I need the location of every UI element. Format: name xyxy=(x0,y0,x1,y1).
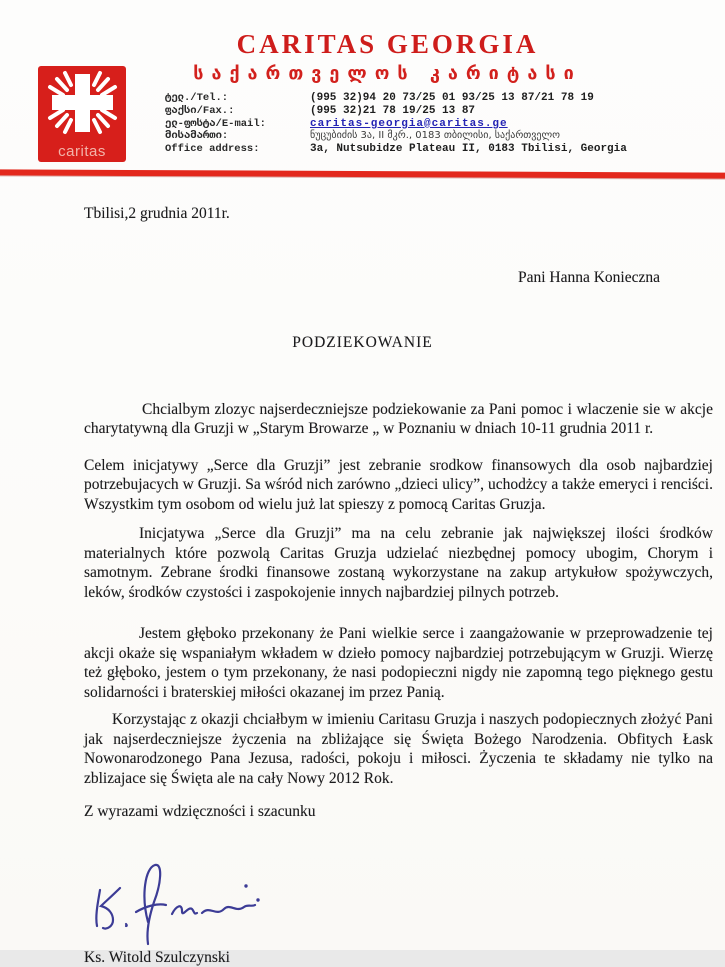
contact-block xyxy=(165,92,713,156)
email-link[interactable]: caritas-georgia@caritas.ge xyxy=(310,118,508,131)
letter-heading: PODZIEKOWANIE xyxy=(0,333,725,353)
date-line: Tbilisi,2 grudnia 2011r. xyxy=(84,204,713,224)
contact-value: ნუცუბიძის 3ა, II მკრ., 0183 თბილისი, საქართველო xyxy=(310,130,560,143)
contact-row-tel xyxy=(165,92,713,105)
closing-line: Z wyrazami wdzięczności i szacunku xyxy=(84,802,713,822)
contact-row-email xyxy=(165,118,713,131)
paragraph-4: Jestem głęboko przekonany że Pani wielkie serce i zaangażowanie w przeprowadzenie tej akcji okaże się wspaniałym wkładem w dzieło pomocy najbardziej potrzebującym w Gruzji. Wierzę też głęboko, jestem o tym przekonany, że nasi podopieczni nigdy nie zapomną tego pięknego gestu solidarności i braterskiej miłości okazanej im przez Panią. xyxy=(84,624,713,702)
paragraph-2: Celem inicjatywy „Serce dla Gruzji” jest zebranie srodkow finansowych dla osob najbardziej potrzebujacych w Gruzji. Sa wśród nich zarówno „dzieci ulicy”, uchodżcy a także emeryci i renciści. Wszystkim tym osobom od wielu już lat spieszy z pomocą Caritas Gruzja. xyxy=(84,456,713,515)
contact-row-address-english xyxy=(165,143,713,156)
contact-value: 3a, Nutsubidze Plateau II, 0183 Tbilisi, Georgia xyxy=(310,143,627,156)
paragraph-3: Inicjatywa „Serce dla Gruzji” ma na celu zebranie jak największej ilości środków materialnych które pozwolą Caritas Gruzja udzielać niezbędnej pomocy ubogim, Chorym i samotnym. Zebrane środki finansowe zostaną wykorzystane na zakup artykułow spożywczych, leków, środków czystości i zaspokojenie innych najbardziej pilnych potrzeb. xyxy=(84,524,713,602)
contact-row-fax xyxy=(165,105,713,118)
recipient-name: Pani Hanna Konieczna xyxy=(84,268,713,288)
org-title: CARITAS GEORGIA xyxy=(60,30,715,58)
contact-label: მისამართი: xyxy=(165,130,310,143)
contact-label: ტელ./Tel.: xyxy=(165,92,310,105)
signature-image xyxy=(90,860,270,956)
signature-area xyxy=(84,860,713,946)
paragraph-5: Korzystając z okazji chciałbym w imieniu Caritasu Gruzja i naszych podopiecznych złożyć Pani jak najserdeczniejsze życzenia na zbliżające się Święta Bożego Narodzenia. Obfitych Łask Nowonarodzonego Pana Jezusa, radości, pokoju i miłosci. Życzenia te składamy nie tylko na zblizajace się Święta ale na cały Nowy 2012 Rok. xyxy=(84,710,713,788)
contact-value: (995 32)94 20 73/25 01 93/25 13 87/21 78 19 xyxy=(310,92,594,105)
org-subtitle-georgian: საქართველოს კარიტასი xyxy=(60,61,715,87)
contact-label: Office address: xyxy=(165,143,310,156)
paragraph-1: Chcialbym zlozyc najserdeczniejsze podziekowanie za Pani pomoc i wlaczenie sie w akcje charytatywną dla Gruzji w „Starym Browarze „ w Poznaniu w dniach 10-11 grudnia 2011 r. xyxy=(84,400,713,439)
logo-brand-text: caritas xyxy=(58,143,106,160)
contact-label: ელ-ფოსტა/E-mail: xyxy=(165,118,310,131)
contact-label: ფაქსი/Fax.: xyxy=(165,105,310,118)
caritas-logo-icon xyxy=(38,66,126,162)
contact-value: (995 32)21 78 19/25 13 87 xyxy=(310,105,475,118)
contact-row-address-georgian xyxy=(165,130,713,143)
letterhead xyxy=(60,0,715,156)
signatory-name: Ks. Witold Szulczynski xyxy=(84,948,713,967)
letter-body xyxy=(0,177,725,967)
